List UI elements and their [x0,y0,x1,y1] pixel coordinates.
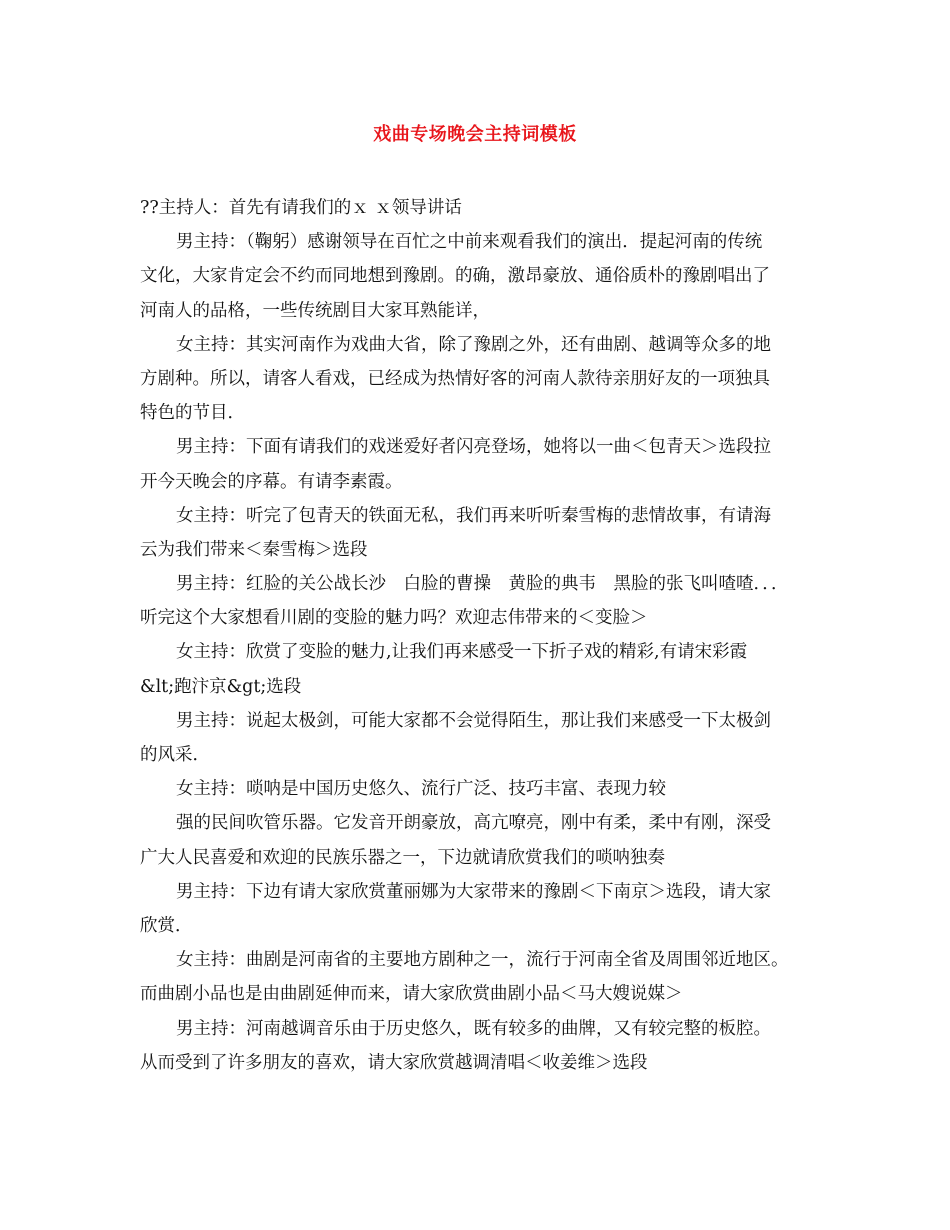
text-line: ??主持人：首先有请我们的ｘ ｘ领导讲话 [140,198,462,218]
text-line: 男主持：红脸的关公战长沙 白脸的曹操 黄脸的典韦 黑脸的张飞叫喳喳．．． [176,574,789,595]
text-line: 听完这个大家想看川剧的变脸的魅力吗？欢迎志伟带来的＜变脸＞ [140,608,648,629]
text-line: 而曲剧小品也是由曲剧延伸而来，请大家欣赏曲剧小品＜马大嫂说媒＞ [140,984,683,1005]
text-line: 的风采． [140,745,210,765]
text-line: 河南人的品格，一些传统剧目大家耳熟能详， [140,300,490,321]
text-line: 从而受到了许多朋友的喜欢，请大家欣赏越调清唱＜收姜维＞选段 [140,1052,648,1073]
document-body [140,191,820,1080]
text-line: 特色的节目． [140,403,245,424]
text-line: &lt;跑汴京&gt;选段 [140,676,302,697]
document-title: 戏曲专场晚会主持词模板 [373,124,577,145]
text-line: 强的民间吹管乐器。它发音开朗豪放，高亢嘹亮，刚中有柔，柔中有刚，深受 [176,813,771,834]
text-line: 女主持：唢呐是中国历史悠久、流行广泛、技巧丰富、表现力较 [176,779,666,800]
text-line: 欣赏． [140,915,193,936]
text-line: 云为我们带来＜秦雪梅＞选段 [140,539,368,560]
text-line: 男主持：下面有请我们的戏迷爱好者闪亮登场，她将以一曲＜包青天＞选段拉 [176,437,771,458]
text-line: 开今天晚会的序幕。有请李素霞。 [140,471,403,492]
text-line: 男主持：（鞠躬）感谢领导在百忙之中前来观看我们的演出．提起河南的传统 [176,232,763,253]
text-line: 男主持：河南越调音乐由于历史悠久，既有较多的曲牌，又有较完整的板腔。 [176,1018,771,1039]
text-line: 文化，大家肯定会不约而同地想到豫剧。的确，激昂豪放、通俗质朴的豫剧唱出了 [140,266,770,287]
text-line: 女主持：其实河南作为戏曲大省，除了豫剧之外，还有曲剧、越调等众多的地 [176,334,771,355]
text-line: 男主持：下边有请大家欣赏董丽娜为大家带来的豫剧＜下南京＞选段，请大家 [176,881,771,902]
text-line: 女主持：听完了包青天的铁面无私，我们再来听听秦雪梅的悲情故事，有请海 [176,505,771,526]
text-line: 女主持：欣赏了变脸的魅力,让我们再来感受一下折子戏的精彩,有请宋彩霞 [176,642,748,663]
text-line: 方剧种。所以，请客人看戏，已经成为热情好客的河南人款待亲朋好友的一项独具 [140,368,770,389]
text-line: 广大人民喜爱和欢迎的民族乐器之一，下边就请欣赏我们的唢呐独奏 [140,847,665,868]
text-line: 男主持：说起太极剑，可能大家都不会觉得陌生，那让我们来感受一下太极剑 [176,710,771,731]
text-line: 女主持：曲剧是河南省的主要地方剧种之一，流行于河南全省及周围邻近地区。 [176,950,789,971]
